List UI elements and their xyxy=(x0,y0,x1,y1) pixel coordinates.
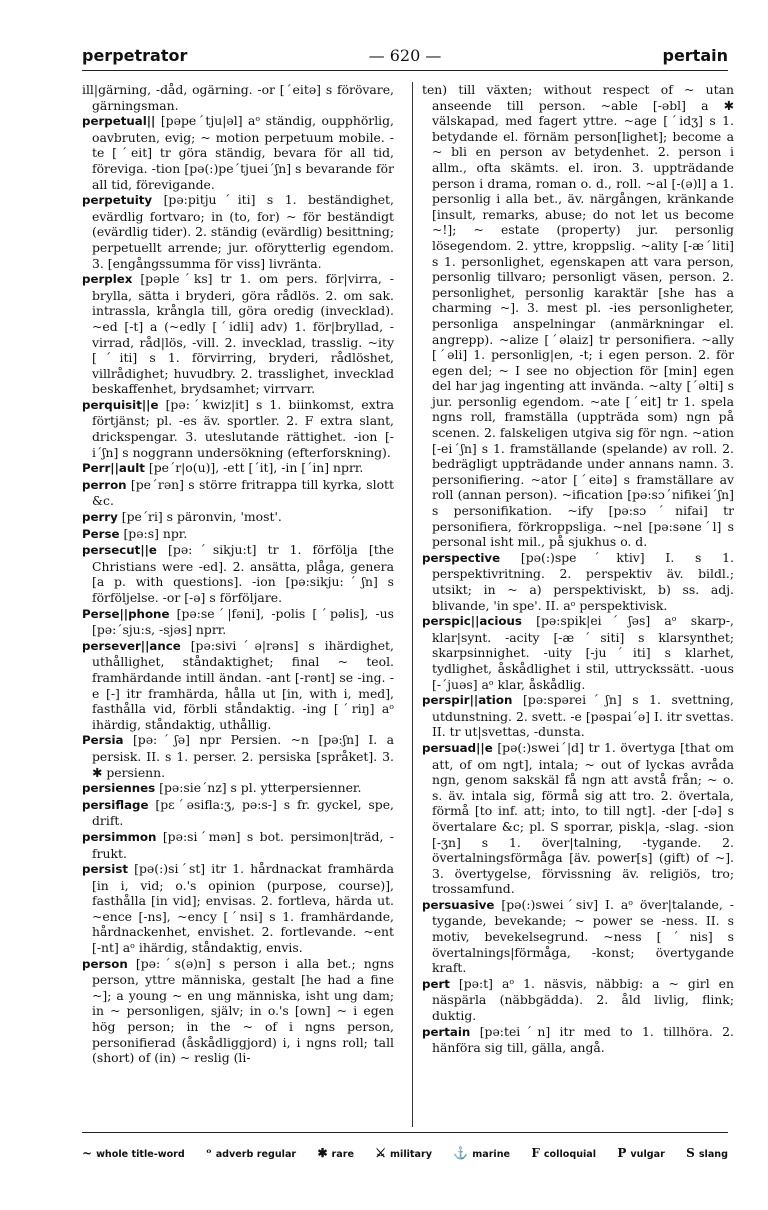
legend-label: colloquial xyxy=(543,1149,597,1160)
legend-label: rare xyxy=(331,1149,354,1160)
entry-headword: pert xyxy=(422,976,450,991)
entry-definition: [pə:spik|eiˊʃəs] aᵒ skarp-, klar|synt. -acity [-æˊsiti] s klarsynthet; skarpsinnighet. -uity [-juˊiti] s klarhet, tydlighet, åskådlighet i stil, uttryckssätt. -uous [-ˊjuəs] aᵒ klar, åskådlig. xyxy=(432,613,734,692)
legend-symbol: ᵒ xyxy=(206,1146,212,1160)
entry-definition: [pə:siˊmən] s bot. persimon|träd, -frukt. xyxy=(92,828,394,861)
legend-item xyxy=(617,1146,664,1160)
entry-definition: [pə:t] aᵒ 1. näsvis, näbbig: a ~ girl en näspärla (näbbgädda). 2. åld livlig, flink; duktig. xyxy=(432,975,734,1024)
dictionary-entry xyxy=(82,542,394,605)
legend-label: military xyxy=(390,1149,432,1160)
legend-symbol: S xyxy=(686,1146,695,1160)
legend-symbol: ⚔ xyxy=(375,1146,387,1160)
entry-definition: [pə(:)sweiˊsiv] I. aᵒ över|talande, -tygande, bevekande; ~ power se -ness. II. s motiv, bevekelsegrund. ~ness [ˊnis] s övertalnings|förmåga, -konst; övertygande kraft. xyxy=(432,896,734,976)
dictionary-entry xyxy=(82,82,394,113)
legend-item xyxy=(82,1146,185,1160)
entry-headword: persuad||e xyxy=(422,740,493,755)
legend-label: marine xyxy=(472,1149,511,1160)
entry-definition: [pə(:)speˊktiv] I. s 1. perspektivritning. 2. perspektiv äv. bildl.; utsikt; in ~ a) perspektiviskt, b) ss. adj. blivande, 'in spe'. II. aᵒ perspektivisk. xyxy=(432,549,734,613)
legend-item xyxy=(686,1146,728,1160)
dictionary-entry xyxy=(82,829,394,861)
left-column xyxy=(82,82,394,1127)
dictionary-entry xyxy=(82,956,394,1066)
entry-headword: persimmon xyxy=(82,829,157,844)
entry-headword: perron xyxy=(82,477,127,492)
dictionary-entry xyxy=(422,976,734,1024)
entry-definition: [pə:s] npr. xyxy=(123,525,188,541)
entry-definition: [pə:sieˊnz] s pl. ytterpersienner. xyxy=(159,780,362,796)
entry-headword: perry xyxy=(82,510,118,525)
page-number: — 620 — xyxy=(368,46,442,65)
dictionary-entry xyxy=(422,1024,734,1056)
entry-headword: Persia xyxy=(82,733,124,748)
dictionary-entry xyxy=(82,113,394,192)
legend-symbol: F xyxy=(531,1146,540,1160)
entry-headword: Perse||phone xyxy=(82,606,170,621)
entry-definition: [pə:teiˊn] itr med to 1. tillhöra. 2. hänföra sig till, gälla, angå. xyxy=(432,1023,734,1056)
legend-label: adverb regular xyxy=(215,1149,297,1160)
dictionary-entry xyxy=(82,460,394,477)
entry-definition: [pə:ˊs(ə)n] s person i alla bet.; ngns person, yttre människa, gestalt [he had a fine ~]; a young ~ en ung människa, isht ung dam; in ~ personligen, själv; in o.'s [own] ~ i egen hög person; in the ~ of i ngns person, personifierad (åskådliggjord) i, i ngns roll; tall (short) of (in) ~ reslig (li- xyxy=(92,955,394,1066)
entry-headword: person xyxy=(82,956,128,971)
entry-headword: Perr||ault xyxy=(82,461,145,476)
dictionary-entry xyxy=(82,192,394,271)
entry-headword: persuasive xyxy=(422,897,495,912)
dictionary-entry xyxy=(82,861,394,956)
legend-label: whole title-word xyxy=(96,1149,185,1160)
legend-item xyxy=(317,1146,354,1160)
dictionary-entry xyxy=(82,780,394,797)
legend-symbol: P xyxy=(617,1146,627,1160)
dictionary-entry xyxy=(422,82,734,550)
entry-headword: persecut||e xyxy=(82,543,157,558)
dictionary-entry xyxy=(82,477,394,509)
entry-headword: perspic||acious xyxy=(422,614,522,629)
legend-symbol: ⚓ xyxy=(453,1146,469,1160)
legend-item xyxy=(375,1146,432,1160)
legend-item xyxy=(453,1146,510,1160)
entry-definition: ten) till växten; without respect of ~ utan anseende till person. ~able [-əbl] a ✱ välskapad, med fagert yttre. ~age [ˊidʒ] s 1. betydande el. förnäm person[lighet]; become a ~ bli en person av betydenhet. 2. person i allm., ofta skämts. el. iron. 3. uppträdande person i drama, roman o. d., roll. ~al [-(ə)l] a 1. personlig i alla bet., äv. närgången, kränkande [insult, remarks, abuse; do not let us become ~!]; ~ estate (property) jur. personlig lösegendom. 2. yttre, kroppslig. ~ality [-æˊliti] s 1. personlighet, egenskapen att vara person, personlig tillvaro; personligt väsen, person. 2. personlighet, personlig karaktär [she has a charming ~]. 3. mest pl. -ies personligheter, personliga anspelningar (anmärkningar el. angrepp). ~alize [ˊəlaiz] tr personifiera. ~ally [ˊəli] 1. personlig|en, -t; i egen person. 2. för egen del; ~ I see no objection för [min] egen del har jag ingenting att invända. ~alty [ˊəlti] s jur. personlig egendom. ~ate [ˊeit] tr 1. spela ngns roll, framställa (uppträda som) ngn på scenen. 2. falskeligen utgiva sig för ngn. ~ation [-eiˊʃn] s 1. framställande (spelande) av roll. 2. bedrägligt uppträdande under annans namn. 3. personifiering. ~ator [ˊeitə] s framställare av roll (annan person). ~ification [pə:sɔˊnifikeiˊʃn] s personifikation. ~ify [pə:sɔˊnifai] tr personifiera, förkroppsliga. ~nel [pə:səneˊl] s personal isht mil., på sjukhus o. d. xyxy=(422,82,734,550)
right-guide-word: pertain xyxy=(662,46,728,65)
entry-headword: persiennes xyxy=(82,781,156,796)
entry-headword: perpetual|| xyxy=(82,114,156,129)
dictionary-entry xyxy=(422,550,734,613)
entry-definition: [pəpleˊks] tr 1. om pers. för|virra, -brylla, sätta i bryderi, göra rådlös. 2. om sak. intrassla, krångla till, göra oredig (invecklad). ~ed [-t] a (~edly [ˊidli] adv) 1. för|bryllad, -virrad, råd|lös, -vill. 2. invecklad, trasslig. ~ity [ˊiti] s 1. förvirring, bryderi, rådlöshet, villrådighet; huvudbry. 2. trasslighet, invecklad beskaffenhet, brydsamhet; virrvarr. xyxy=(92,271,394,397)
legend-symbol: ✱ xyxy=(317,1146,328,1160)
left-guide-word: perpetrator xyxy=(82,46,188,65)
entry-headword: persiflage xyxy=(82,797,149,812)
dictionary-entry xyxy=(82,509,394,526)
dictionary-entry xyxy=(422,692,734,740)
entry-headword: perspective xyxy=(422,550,501,565)
entry-headword: perspir||ation xyxy=(422,693,513,708)
dictionary-entry xyxy=(422,740,734,897)
entry-definition: [pə(:)siˊst] itr 1. hårdnackat framhärda [in i, vid; o.'s opinion (purpose, course)], fasthålla [in vid]; envisas. 2. fortleva, härda ut. ~ence [-ns], ~ency [ˊnsi] s 1. framhärdande, hårdnackenhet, envishet. 2. fortlevande. ~ent [-nt] aᵒ ihärdig, ståndaktig, envis. xyxy=(92,861,394,956)
entry-definition: [pə:ˊsikju:t] tr 1. förfölja [the Christians were -ed]. 2. ansätta, plåga, genera [a p. with questions]. -ion [pə:sikju:ˊʃn] s förföljelse. -or [-ə] s förföljare. xyxy=(92,542,394,605)
entry-headword: perplex xyxy=(82,272,133,287)
entry-definition: [pə:ˊkwiz|it] s 1. biinkomst, extra förtjänst; pl. -es äv. sportler. 2. F extra slant, drickspengar. 3. uteslutande rättighet. -ion [-iˊʃn] s noggrann undersökning (efterforskning). xyxy=(92,396,394,460)
entry-definition: ill|gärning, -dåd, ogärning. -or [ˊeitə] s förövare, gärningsman. xyxy=(82,82,394,113)
dictionary-entry xyxy=(82,638,394,733)
dictionary-entry xyxy=(82,397,394,460)
entry-definition: [pə:ˊʃə] npr Persien. ~n [pə:ʃn] I. a persisk. II. s 1. perser. 2. persiska [språket]. 3. ✱ persienn. xyxy=(92,732,394,780)
entry-definition: [pə:pitjuˊiti] s 1. beständighet, evärdlig fortvaro; in (to, for) ~ för beständigt (evärdlig tider). 2. ständig (evärdlig) besittning; perpetuellt arrende; jur. oförytterlig egendom. 3. [engångssumma för viss] livränta. xyxy=(92,192,394,271)
column-divider xyxy=(412,82,413,1127)
right-column xyxy=(422,82,734,1127)
dictionary-entry xyxy=(422,897,734,976)
entry-headword: persever||ance xyxy=(82,638,181,653)
dictionary-entry xyxy=(82,271,394,397)
entry-headword: perquisit||e xyxy=(82,397,159,412)
entry-headword: persist xyxy=(82,862,128,877)
entry-definition: [peˊr|o(u)], -ett [ˊit], -in [ˊin] nprr. xyxy=(148,460,364,476)
entry-definition: [peˊri] s päronvin, 'most'. xyxy=(121,509,282,525)
dictionary-entry xyxy=(82,606,394,638)
entry-definition: [pə(:)sweiˊ|d] tr 1. övertyga [that om att, of om ngt], intala; ~ out of lyckas avråda ngn, genom sakskäl få ngn att avstå från; ~ o. s. äv. intala sig, förmå sig att tro. 2. övertala, förmå [to inf. att; into, to till ngt]. -der [-də] s övertalare &c; pl. S sporrar, pisk|a, -slag. -sion [-ʒn] s 1. över|talning, -tygande. 2. övertalningsförmåga [äv. power[s] (gift) of ~]. 3. övertygelse, förvissning äv. religiös, tro; trossamfund. xyxy=(432,739,734,897)
entry-definition: [pə:siviˊə|rəns] s ihärdighet, uthållighet, ståndaktighet; final ~ teol. framhärdande intill ändan. -ant [-rənt] se -ing. -e [-] itr framhärda, hålla ut [in, with i, med], fasthålla vid, förbli ståndaktig. -ing [ˊriŋ] aᵒ ihärdig, ståndaktig, uthållig. xyxy=(92,637,394,732)
legend-label: slang xyxy=(698,1149,728,1160)
entry-definition: [pɛˊəsifla:ʒ, pə:s-] s fr. gyckel, spe, drift. xyxy=(92,796,394,829)
entry-definition: [pə:seˊ|fəni], -polis [ˊpəlis], -us [pə:ˊsju:s, -sjəs] nprr. xyxy=(92,605,394,638)
entry-definition: [pəpeˊtju|əl] aᵒ ständig, oupphörlig, oavbruten, evig; ~ motion perpetuum mobile. -te [ˊeit] tr göra ständig, bevara för all tid, föreviga. -tion [pə(:)peˊtjueiˊʃn] s bevarande för all tid, förevigande. xyxy=(92,113,394,192)
dictionary-entry xyxy=(82,526,394,543)
legend-item xyxy=(531,1146,596,1160)
legend-item xyxy=(206,1146,296,1160)
entry-headword: perpetuity xyxy=(82,193,153,208)
dictionary-entry xyxy=(422,613,734,692)
abbreviation-legend xyxy=(82,1132,728,1167)
dictionary-entry xyxy=(82,797,394,829)
entry-definition: [peˊrən] s större fritrappa till kyrka, slott &c. xyxy=(92,476,394,509)
legend-symbol: ~ xyxy=(82,1146,93,1160)
entry-headword: Perse xyxy=(82,526,120,541)
entry-headword: pertain xyxy=(422,1024,471,1039)
dictionary-entry xyxy=(82,732,394,780)
entry-definition: [pə:spəreiˊʃn] s 1. svettning, utdunstning. 2. svett. -e [pəspaiˊə] I. itr svettas. II. tr ut|svettas, -dunsta. xyxy=(432,692,734,740)
legend-label: vulgar xyxy=(630,1149,665,1160)
page-header xyxy=(82,42,728,71)
